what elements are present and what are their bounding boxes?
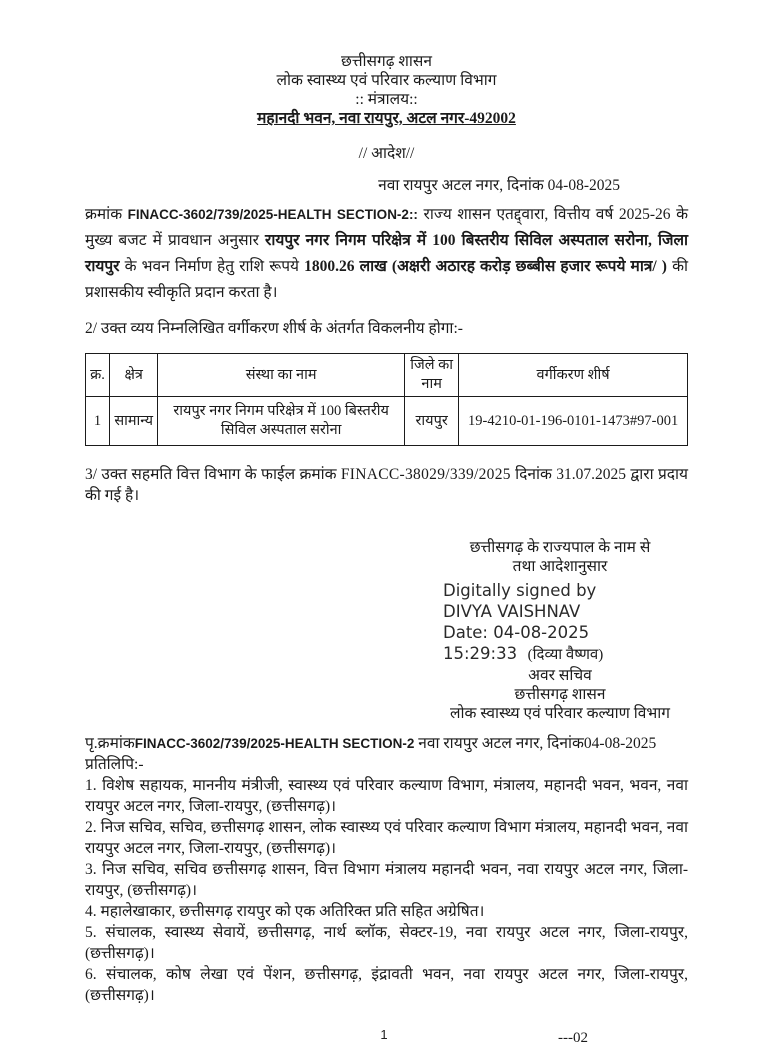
page-number: 1 [380,1027,388,1042]
concurrence-text-a: 3/ उक्त सहमति वित्त विभाग के फाईल क्रमांक [85,466,341,483]
copy-list-item: 3. निज सचिव, सचिव छत्तीसगढ़ शासन, वित्त विभाग मंत्रालय महानदी भवन, नवा रायपुर अटल नगर, जिला-रायपुर, (छत्तीसगढ़)। [85,861,688,899]
copy-list-item: 4. महालेखाकार, छत्तीसगढ़ रायपुर को एक अतिरिक्त प्रति सहित अग्रेषित। [85,903,485,920]
order-paragraph [85,202,688,306]
digital-signature [415,580,705,666]
copy-list-item: 1. विशेष सहायक, माननीय मंत्रीजी, स्वास्थ्य एवं परिवार कल्याण विभाग, मंत्रालय, महानदी भवन, भवन, नवा रायपुर अटल नगर, जिला-रायपुर, (छत्तीसगढ़)। [85,777,688,815]
order-text-c: की प्रशासकीय स्वीकृति प्रदान करता है। [85,258,688,301]
signature-time: 15:29:33 [443,644,518,663]
signature-time-row [443,643,705,666]
sanction-amount: 1800.26 लाख (अक्षरी अठारह करोड़ छब्बीस हजार रूपये मात्र/ ) [304,258,667,275]
cell-sector: सामान्य [110,397,158,446]
government-name: छत्तीसगढ़ शासन [340,53,433,70]
table-row [86,397,688,446]
finance-file-number: FINACC-38029/339/2025 [340,466,511,483]
cell-institution: रायपुर नगर निगम परिक्षेत्र में 100 बिस्तरीय सिविल अस्पताल सरोना [158,397,405,446]
continuation-marker: ---02 [558,1030,588,1046]
ministry-line: :: मंत्रालय:: [355,91,418,108]
signer-designation: अवर सचिव [528,667,592,684]
header-classification-head: वर्गीकरण शीर्ष [459,354,688,397]
copy-list [85,775,688,1006]
ref-label: क्रमांक [85,206,128,223]
concurrence-text-b: दिनांक 31.07.2025 द्वारा प्रदाय की गई है। [85,466,688,504]
endorsement-label: पृ.क्रमांक [85,735,135,752]
signer-name: DIVYA VAISHNAV [443,602,581,621]
order-reference-number: FINACC-3602/739/2025-HEALTH SECTION-2:: [127,207,418,222]
header-district: जिले का नाम [405,354,459,397]
place-date-line: नवा रायपुर अटल नगर, दिनांक 04-08-2025 [378,177,620,194]
classification-intro: 2/ उक्त व्यय निम्नलिखित वर्गीकरण शीर्ष के अंतर्गत विकलनीय होगा:- [85,320,463,337]
as-per-order-line: तथा आदेशानुसार [512,558,608,575]
classification-table [85,353,688,446]
copy-list-item: 6. संचालक, कोष लेखा एवं पेंशन, छत्तीसगढ़, इंद्रावती भवन, नवा रायपुर अटल नगर, जिला-रायपुर, (छत्तीसगढ़)। [85,966,688,1004]
order-heading: // आदेश// [358,145,415,162]
cell-classification-head: 19-4210-01-196-0101-1473#97-001 [459,397,688,446]
department-name: लोक स्वास्थ्य एवं परिवार कल्याण विभाग [276,72,497,89]
signature-date: Date: 04-08-2025 [443,623,590,642]
copy-list-item: 2. निज सचिव, सचिव, छत्तीसगढ़ शासन, लोक स्वास्थ्य एवं परिवार कल्याण विभाग मंत्रालय, महानदी भवन, नवा रायपुर अटल नगर, जिला-रायपुर, (छत्तीसगढ़)। [85,819,688,857]
project-name: रायपुर नगर निगम परिक्षेत्र में 100 बिस्तरीय सिविल अस्पताल सरोना, जिला रायपुर [85,232,688,275]
cell-serial-no: 1 [86,397,110,446]
finance-concurrence-paragraph [85,464,688,506]
header-serial-no: क्र. [86,354,110,397]
address-line: महानदी भवन, नवा रायपुर, अटल नगर-492002 [257,110,516,127]
order-text-a: राज्य शासन एतद्द्वारा, वित्तीय वर्ष 2025-26 के मुख्य बजट में प्रावधान अनुसार [85,206,689,249]
header-sector: क्षेत्र [110,354,158,397]
on-behalf-line: छत्तीसगढ़ के राज्यपाल के नाम से [469,539,651,556]
header-institution: संस्था का नाम [158,354,405,397]
order-text-b: के भवन निर्माण हेतु राशि रूपये [119,258,305,275]
signature-block [415,538,705,723]
letterhead [85,52,688,128]
digital-signature-line1: Digitally signed by [443,581,597,600]
endorsement-place-date: नवा रायपुर अटल नगर, दिनांक04-08-2025 [414,735,657,752]
signer-government: छत्तीसगढ़ शासन [514,686,606,703]
endorsement-line [85,733,688,754]
endorsement-reference-number: FINACC-3602/739/2025-HEALTH SECTION-2 [134,736,415,751]
copy-list-item: 5. संचालक, स्वास्थ्य सेवायें, छत्तीसगढ़, नार्थ ब्लॉक, सेक्टर-19, नवा रायपुर अटल नगर, जिला-रायपुर, (छत्तीसगढ़)। [85,924,688,962]
table-header-row [86,354,688,397]
signer-department: लोक स्वास्थ्य एवं परिवार कल्याण विभाग [450,705,670,722]
cell-district: रायपुर [405,397,459,446]
signer-name-hindi: (दिव्या वैष्णव) [527,647,604,663]
copy-to-label: प्रतिलिपि:- [85,756,144,773]
